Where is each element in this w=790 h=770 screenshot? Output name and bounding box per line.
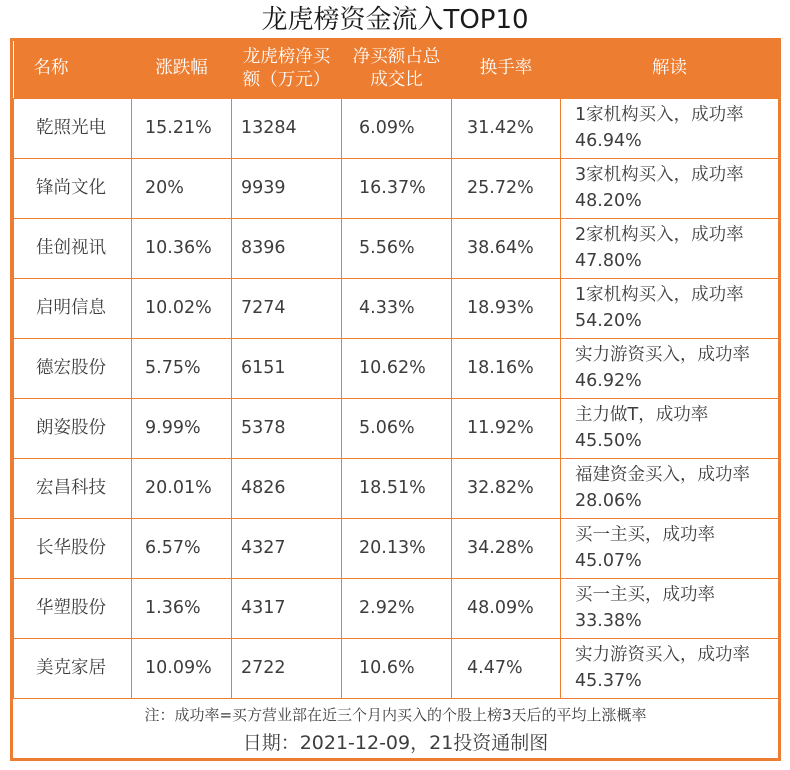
net-buy-ratio: 5.06% (342, 398, 452, 458)
stock-name: 华塑股份 (14, 578, 132, 638)
table-row (14, 218, 779, 278)
net-buy-amount: 5378 (232, 398, 342, 458)
interpretation-text: 买一主买，成功率33.38% (561, 578, 779, 638)
turnover-rate: 18.16% (452, 338, 561, 398)
table-row (14, 518, 779, 578)
table-row (14, 158, 779, 218)
turnover-rate: 34.28% (452, 518, 561, 578)
change-percent: 20% (132, 158, 232, 218)
turnover-rate: 4.47% (452, 638, 561, 698)
turnover-rate: 11.92% (452, 398, 561, 458)
net-buy-ratio: 16.37% (342, 158, 452, 218)
interpretation-text: 主力做T，成功率45.50% (561, 398, 779, 458)
change-percent: 6.57% (132, 518, 232, 578)
turnover-rate: 48.09% (452, 578, 561, 638)
stock-name: 宏昌科技 (14, 458, 132, 518)
net-buy-ratio: 6.09% (342, 98, 452, 158)
header-row (14, 41, 779, 98)
stock-name: 长华股份 (14, 518, 132, 578)
net-buy-amount: 8396 (232, 218, 342, 278)
turnover-rate: 25.72% (452, 158, 561, 218)
interpretation-text: 2家机构买入，成功率47.80% (561, 218, 779, 278)
turnover-rate: 31.42% (452, 98, 561, 158)
table-body (14, 98, 779, 698)
net-buy-ratio: 5.56% (342, 218, 452, 278)
net-buy-amount: 2722 (232, 638, 342, 698)
net-buy-amount: 4826 (232, 458, 342, 518)
change-percent: 20.01% (132, 458, 232, 518)
turnover-rate: 32.82% (452, 458, 561, 518)
turnover-rate: 18.93% (452, 278, 561, 338)
stock-name: 锋尚文化 (14, 158, 132, 218)
stocks-table (13, 41, 779, 699)
date-and-source-line: 日期：2021-12-09，21投资通制图 (242, 732, 549, 754)
change-percent: 1.36% (132, 578, 232, 638)
success-rate-footnote: 注：成功率=买方营业部在近三个月内买入的个股上榜3天后的平均上涨概率 (144, 706, 647, 724)
table-row (14, 578, 779, 638)
column-header-name: 名称 (14, 41, 132, 98)
column-header-change: 涨跌幅 (132, 41, 232, 98)
net-buy-amount: 6151 (232, 338, 342, 398)
interpretation-text: 买一主买，成功率45.07% (561, 518, 779, 578)
change-percent: 10.09% (132, 638, 232, 698)
net-buy-ratio: 10.6% (342, 638, 452, 698)
change-percent: 15.21% (132, 98, 232, 158)
table-row (14, 278, 779, 338)
net-buy-amount: 9939 (232, 158, 342, 218)
change-percent: 10.36% (132, 218, 232, 278)
interpretation-text: 福建资金买入，成功率28.06% (561, 458, 779, 518)
column-header-net-buy-ratio: 净买额占总成交比 (342, 41, 452, 98)
net-buy-amount: 7274 (232, 278, 342, 338)
table-header (14, 41, 779, 98)
stock-name: 美克家居 (14, 638, 132, 698)
net-buy-ratio: 18.51% (342, 458, 452, 518)
stock-name: 佳创视讯 (14, 218, 132, 278)
interpretation-text: 1家机构买入，成功率46.94% (561, 98, 779, 158)
net-buy-amount: 13284 (232, 98, 342, 158)
column-header-turnover: 换手率 (452, 41, 561, 98)
net-buy-ratio: 10.62% (342, 338, 452, 398)
table-row (14, 458, 779, 518)
net-buy-ratio: 4.33% (342, 278, 452, 338)
change-percent: 5.75% (132, 338, 232, 398)
change-percent: 9.99% (132, 398, 232, 458)
change-percent: 10.02% (132, 278, 232, 338)
net-buy-amount: 4327 (232, 518, 342, 578)
stock-name: 朗姿股份 (14, 398, 132, 458)
page-title: 龙虎榜资金流入TOP10 (261, 5, 529, 35)
net-buy-ratio: 20.13% (342, 518, 452, 578)
net-buy-ratio: 2.92% (342, 578, 452, 638)
turnover-rate: 38.64% (452, 218, 561, 278)
interpretation-text: 1家机构买入，成功率54.20% (561, 278, 779, 338)
leaderboard-table (10, 38, 781, 761)
stock-name: 乾照光电 (14, 98, 132, 158)
interpretation-text: 实力游资买入，成功率46.92% (561, 338, 779, 398)
interpretation-text: 实力游资买入，成功率45.37% (561, 638, 779, 698)
stock-name: 德宏股份 (14, 338, 132, 398)
net-buy-amount: 4317 (232, 578, 342, 638)
column-header-interpretation: 解读 (561, 41, 779, 98)
table-row (14, 638, 779, 698)
table-row (14, 98, 779, 158)
interpretation-text: 3家机构买入，成功率48.20% (561, 158, 779, 218)
column-header-net-buy: 龙虎榜净买额（万元） (232, 41, 342, 98)
table-footer (13, 699, 778, 759)
table-row (14, 338, 779, 398)
table-row (14, 398, 779, 458)
stock-name: 启明信息 (14, 278, 132, 338)
